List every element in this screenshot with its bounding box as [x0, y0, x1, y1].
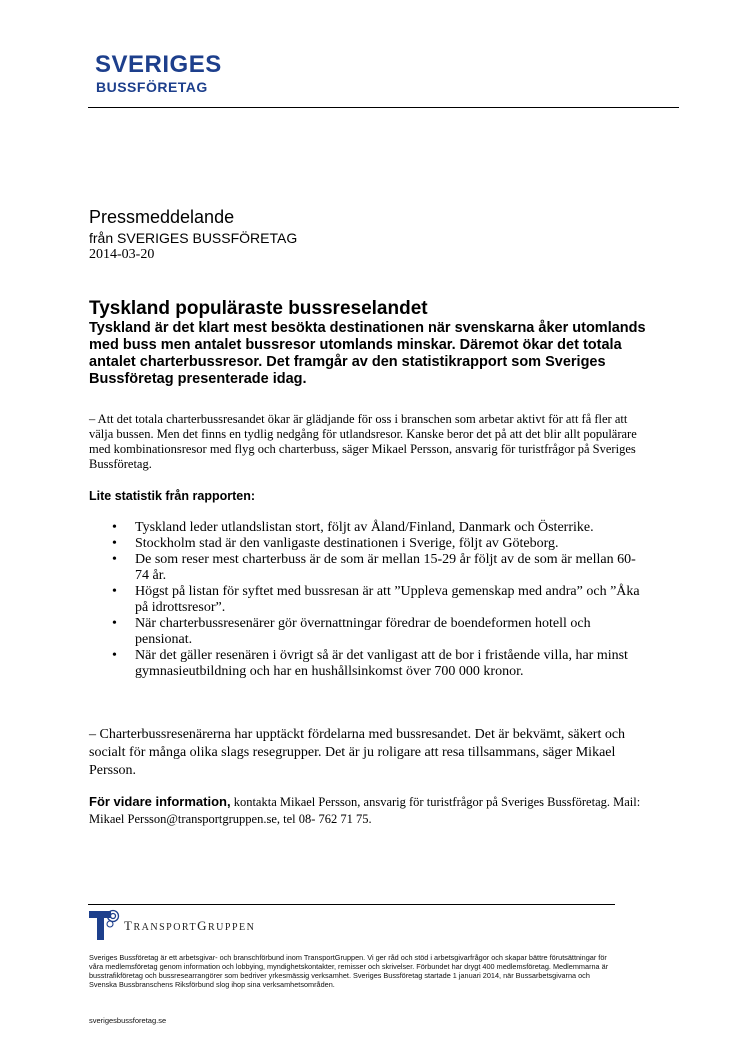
footer-description: Sveriges Bussföretag är ett arbetsgivar- och branschförbund inom TransportGruppen. Vi ger råd och stöd i arbetsgivarfrågor och skapar bättre förutsättningar för våra medlemsföretag genom information och lobbying, myndighetskontakter, remisser och skrivelser. Förbundet har drygt 400 medlemsföretag. Medlemmarna är busstrafikföretag och bussresearrangörer som bedriver yrkesmässig verksamhet. Sveriges Bussföretag startade 1 januari 2014, när Bussarbetsgivarna och Svenska Bussbranschens Riksförbund slog ihop sina verksamhetsområden.: [89, 953, 609, 989]
stats-list-item: [89, 536, 649, 552]
stats-list-item: [89, 520, 649, 536]
stats-item-text: Tyskland leder utlandslistan stort, följt av Åland/Finland, Danmark och Österrike.: [135, 520, 594, 535]
stats-list-item: [89, 584, 649, 616]
contact-details: kontakta Mikael Persson, ansvarig för turistfrågor på Sveriges Bussföretag. Mail: Mikael Persson@transportgruppen.se, tel 08- 762 71 75.: [89, 795, 641, 826]
stats-list-item: [89, 648, 649, 680]
stats-item-text: När charterbussresenärer gör övernattningar föredrar de boendeformen hotell och pensionat.: [135, 616, 591, 647]
stats-list-item: [89, 552, 649, 584]
article-headline: Tyskland populäraste bussreselandet: [89, 298, 428, 319]
contact-info: [89, 793, 649, 828]
stats-list: [89, 520, 649, 680]
press-source: från SVERIGES BUSSFÖRETAG: [89, 230, 298, 246]
stats-item-text: Stockholm stad är den vanligaste destinationen i Sverige, följt av Göteborg.: [135, 536, 559, 551]
stats-item-text: Högst på listan för syftet med bussresan är att ”Uppleva gemenskap med andra” och ”Åka på idrottsresor”.: [135, 584, 640, 615]
stats-item-text: När det gäller resenären i övrigt så är det vanligast att de bor i fristående villa, har minst gymnasieutbildning och har en hushållsinkomst över 700 000 kronor.: [135, 648, 628, 679]
document-type-title: Pressmeddelande: [89, 207, 235, 227]
transportgruppen-logo-icon: [89, 909, 121, 941]
article-paragraph: – Att det totala charterbussresandet ökar är glädjande för oss i branschen som arbetar aktivt för att få fler att välja bussen. Men det finns en tydlig nedgång för utlandsresor. Kanske beror det på att det blir allt populärare med kombinationsresor med flyg och charterbuss, säger Mikael Persson, ansvarig för turistfrågor på Sveriges Bussföretag.: [89, 412, 637, 471]
header-divider: [88, 107, 679, 108]
article-lead: Tyskland är det klart mest besökta destinationen när svenskarna åker utomlands med buss men antalet bussresor utomlands minskar. Däremot ökar det totala antalet charterbussresor. Det framgår av den statistikrapport som Sveriges Bussföretag presenterade idag.: [89, 320, 646, 387]
bullet-icon: •: [112, 584, 117, 599]
footer-website-link[interactable]: sverigesbussforetag.se: [89, 1016, 167, 1025]
contact-label: För vidare information,: [89, 794, 231, 809]
bullet-icon: •: [112, 520, 117, 535]
logo-wordmark-bussforetag: BUSSFÖRETAG: [96, 79, 208, 95]
transportgruppen-wordmark: TRANSPORTGRUPPEN: [124, 918, 256, 933]
logo-wordmark-sveriges: SVERIGES: [95, 51, 222, 78]
article-paragraph: – Charterbussresenärerna har upptäckt fördelarna med bussresandet. Det är bekvämt, säkert och socialt för många olika slags resegrupper. Det är ju roligare att resa tillsammans, säger Mikael Persson.: [89, 727, 626, 778]
footer-divider: [88, 904, 615, 905]
bullet-icon: •: [112, 648, 117, 663]
stats-heading: Lite statistik från rapporten:: [89, 489, 255, 503]
bullet-icon: •: [112, 536, 117, 551]
bullet-icon: •: [112, 552, 117, 567]
bullet-icon: •: [112, 616, 117, 631]
stats-list-item: [89, 616, 649, 648]
press-date: 2014-03-20: [89, 247, 155, 262]
stats-item-text: De som reser mest charterbuss är de som är mellan 15-29 år följt av de som är mellan 60-74 år.: [135, 552, 636, 583]
